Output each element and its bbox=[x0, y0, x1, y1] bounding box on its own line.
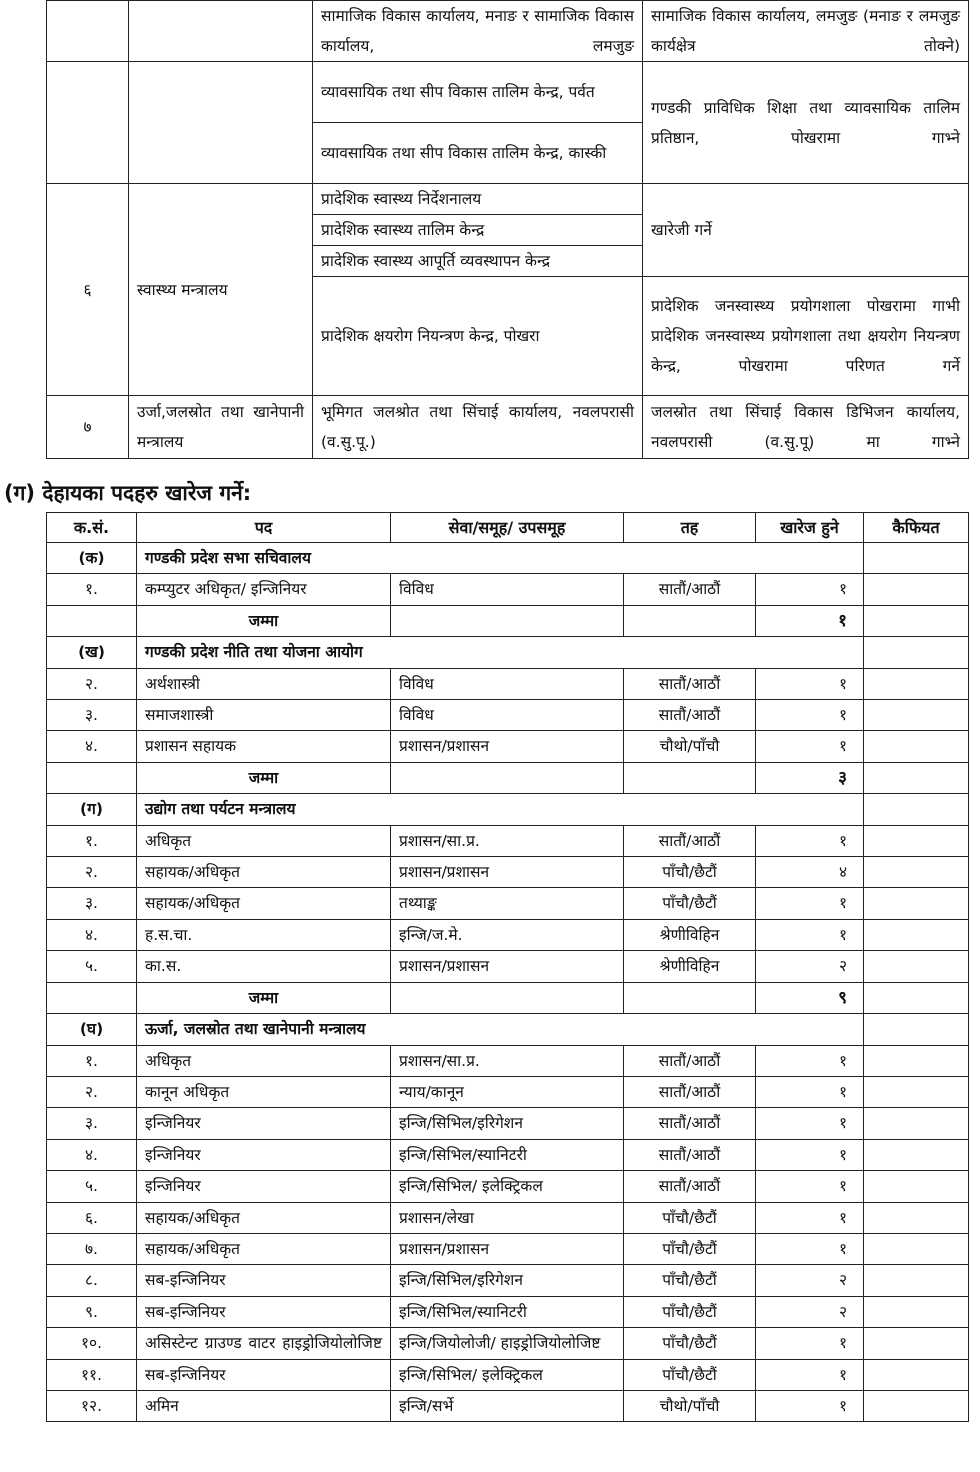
post-cell: अधिकृत bbox=[137, 825, 391, 856]
table-row bbox=[47, 1171, 969, 1202]
level-cell: सातौं/आठौं bbox=[624, 1171, 756, 1202]
post-cell: कम्प्युटर अधिकृत/ इन्जिनियर bbox=[137, 574, 391, 605]
group-row bbox=[47, 794, 969, 825]
level-cell: श्रेणीविहिन bbox=[624, 919, 756, 950]
remarks-cell bbox=[864, 857, 969, 888]
sn-cell: १. bbox=[47, 825, 137, 856]
post-cell: इन्जिनियर bbox=[137, 1171, 391, 1202]
section-heading: (ग) देहायका पदहरु खारेज गर्ने: bbox=[4, 481, 252, 505]
group-code: (ग) bbox=[47, 794, 137, 825]
service-cell bbox=[391, 762, 624, 793]
office-cell: प्रादेशिक स्वास्थ्य आपूर्ति व्यवस्थापन केन्द्र bbox=[313, 246, 643, 277]
remarks-cell bbox=[864, 794, 969, 825]
table-row bbox=[47, 919, 969, 950]
post-cell: अधिकृत bbox=[137, 1045, 391, 1076]
remarks-cell bbox=[864, 700, 969, 731]
col-header: कैफियत bbox=[864, 513, 969, 543]
group-row bbox=[47, 1014, 969, 1045]
service-cell: प्रशासन/प्रशासन bbox=[391, 857, 624, 888]
table-row bbox=[47, 396, 969, 459]
col-header: सेवा/समूह/ उपसमूह bbox=[391, 513, 624, 543]
count-cell: १ bbox=[756, 1233, 864, 1264]
post-cell: कानून अधिकृत bbox=[137, 1076, 391, 1107]
level-cell: सातौं/आठौं bbox=[624, 1045, 756, 1076]
count-cell: ४ bbox=[756, 857, 864, 888]
office-cell: प्रादेशिक क्षयरोग नियन्त्रण केन्द्र, पोखरा bbox=[313, 277, 643, 396]
group-code: (क) bbox=[47, 543, 137, 574]
sn-cell: १०. bbox=[47, 1328, 137, 1359]
total-count: १ bbox=[756, 605, 864, 636]
table-row bbox=[47, 1045, 969, 1076]
count-cell: १ bbox=[756, 888, 864, 919]
table-row bbox=[47, 574, 969, 605]
level-cell: श्रेणीविहिन bbox=[624, 951, 756, 982]
remarks-cell bbox=[864, 574, 969, 605]
count-cell: १ bbox=[756, 700, 864, 731]
remarks-cell bbox=[864, 1108, 969, 1139]
table-row bbox=[47, 700, 969, 731]
remarks-cell bbox=[864, 982, 969, 1013]
service-cell: इन्जि/सिभिल/ इलेक्ट्रिकल bbox=[391, 1171, 624, 1202]
col-header: क.सं. bbox=[47, 513, 137, 543]
count-cell: १ bbox=[756, 731, 864, 762]
table-row bbox=[47, 1233, 969, 1264]
level-cell bbox=[624, 982, 756, 1013]
sn-cell: ४. bbox=[47, 1139, 137, 1170]
table-row bbox=[47, 1202, 969, 1233]
sn-cell: ७ bbox=[47, 396, 129, 459]
total-count: ३ bbox=[756, 762, 864, 793]
service-cell: प्रशासन/प्रशासन bbox=[391, 1233, 624, 1264]
level-cell: चौथो/पाँचौ bbox=[624, 731, 756, 762]
service-cell: इन्जि/ज.मे. bbox=[391, 919, 624, 950]
group-code: (घ) bbox=[47, 1014, 137, 1045]
ministry-cell: स्वास्थ्य मन्त्रालय bbox=[129, 184, 313, 396]
service-cell: प्रशासन/प्रशासन bbox=[391, 951, 624, 982]
remarks-cell bbox=[864, 668, 969, 699]
count-cell: १ bbox=[756, 1045, 864, 1076]
post-cell: अमिन bbox=[137, 1390, 391, 1421]
count-cell: १ bbox=[756, 1390, 864, 1421]
service-cell bbox=[391, 982, 624, 1013]
table-row bbox=[47, 184, 969, 215]
remarks-cell bbox=[864, 1359, 969, 1390]
remarks-cell bbox=[864, 1139, 969, 1170]
service-cell: तथ्याङ्क bbox=[391, 888, 624, 919]
post-cell: ह.स.चा. bbox=[137, 919, 391, 950]
sn-cell: ७. bbox=[47, 1233, 137, 1264]
sn-cell: १. bbox=[47, 1045, 137, 1076]
post-cell: सब-इन्जिनियर bbox=[137, 1359, 391, 1390]
table-row bbox=[47, 1076, 969, 1107]
decision-cell: खारेजी गर्ने bbox=[643, 184, 969, 277]
post-cell: इन्जिनियर bbox=[137, 1108, 391, 1139]
post-cell: का.स. bbox=[137, 951, 391, 982]
group-row bbox=[47, 637, 969, 668]
table-row bbox=[47, 1359, 969, 1390]
level-cell: पाँचौ/छैटौं bbox=[624, 1328, 756, 1359]
level-cell bbox=[624, 605, 756, 636]
table-row bbox=[47, 888, 969, 919]
office-cell: व्यावसायिक तथा सीप विकास तालिम केन्द्र, पर्वत bbox=[313, 62, 643, 123]
sn-cell: २. bbox=[47, 1076, 137, 1107]
count-cell: १ bbox=[756, 919, 864, 950]
remarks-cell bbox=[864, 1265, 969, 1296]
remarks-cell bbox=[864, 1171, 969, 1202]
level-cell: चौथो/पाँचौ bbox=[624, 1390, 756, 1421]
remarks-cell bbox=[864, 731, 969, 762]
level-cell: सातौं/आठौं bbox=[624, 825, 756, 856]
remarks-cell bbox=[864, 951, 969, 982]
group-name: गण्डकी प्रदेश सभा सचिवालय bbox=[137, 543, 864, 574]
post-cell: सहायक/अधिकृत bbox=[137, 1233, 391, 1264]
total-row bbox=[47, 982, 969, 1013]
sn-cell: १. bbox=[47, 574, 137, 605]
total-row bbox=[47, 762, 969, 793]
office-cell: प्रादेशिक स्वास्थ्य निर्देशनालय bbox=[313, 184, 643, 215]
group-name: उद्योग तथा पर्यटन मन्त्रालय bbox=[137, 794, 864, 825]
sn-cell: ३. bbox=[47, 700, 137, 731]
level-cell: पाँचौ/छैटौं bbox=[624, 1202, 756, 1233]
sn-cell: १२. bbox=[47, 1390, 137, 1421]
count-cell: १ bbox=[756, 668, 864, 699]
count-cell: १ bbox=[756, 1171, 864, 1202]
level-cell: पाँचौ/छैटौं bbox=[624, 888, 756, 919]
total-count: ९ bbox=[756, 982, 864, 1013]
remarks-cell bbox=[864, 637, 969, 668]
table-row bbox=[47, 857, 969, 888]
remarks-cell bbox=[864, 762, 969, 793]
ministry-cell bbox=[129, 62, 313, 184]
level-cell: सातौं/आठौं bbox=[624, 1076, 756, 1107]
table-row bbox=[47, 951, 969, 982]
level-cell: पाँचौ/छैटौं bbox=[624, 1359, 756, 1390]
count-cell: २ bbox=[756, 951, 864, 982]
decision-cell: जलस्रोत तथा सिंचाई विकास डिभिजन कार्यालय, नवलपरासी (व.सु.पू) मा गाभ्ने bbox=[643, 396, 969, 459]
count-cell: १ bbox=[756, 1202, 864, 1233]
sn-cell: २. bbox=[47, 668, 137, 699]
count-cell: २ bbox=[756, 1296, 864, 1327]
remarks-cell bbox=[864, 1045, 969, 1076]
post-cell: सहायक/अधिकृत bbox=[137, 857, 391, 888]
remarks-cell bbox=[864, 1390, 969, 1421]
table-row bbox=[47, 731, 969, 762]
table-row bbox=[47, 1296, 969, 1327]
total-label: जम्मा bbox=[137, 982, 391, 1013]
sn-cell bbox=[47, 605, 137, 636]
remarks-cell bbox=[864, 605, 969, 636]
service-cell bbox=[391, 605, 624, 636]
total-label: जम्मा bbox=[137, 762, 391, 793]
post-cell: प्रशासन सहायक bbox=[137, 731, 391, 762]
sn-cell: ३. bbox=[47, 1108, 137, 1139]
level-cell: सातौं/आठौं bbox=[624, 700, 756, 731]
level-cell: पाँचौ/छैटौं bbox=[624, 1233, 756, 1264]
post-cell: सहायक/अधिकृत bbox=[137, 888, 391, 919]
decision-cell: गण्डकी प्राविधिक शिक्षा तथा व्यावसायिक तालिम प्रतिष्ठान, पोखरामा गाभ्ने bbox=[643, 62, 969, 184]
post-cell: इन्जिनियर bbox=[137, 1139, 391, 1170]
post-cell: अर्थशास्त्री bbox=[137, 668, 391, 699]
remarks-cell bbox=[864, 1328, 969, 1359]
sn-cell: ३. bbox=[47, 888, 137, 919]
sn-cell: ११. bbox=[47, 1359, 137, 1390]
table-row bbox=[47, 1108, 969, 1139]
service-cell: प्रशासन/सा.प्र. bbox=[391, 1045, 624, 1076]
table-row bbox=[47, 825, 969, 856]
level-cell: सातौं/आठौं bbox=[624, 668, 756, 699]
col-header: तह bbox=[624, 513, 756, 543]
service-cell: इन्जि/जियोलोजी/ हाइड्रोजियोलोजिष्ट bbox=[391, 1328, 624, 1359]
service-cell: प्रशासन/सा.प्र. bbox=[391, 825, 624, 856]
merge-table bbox=[46, 0, 969, 459]
table-row bbox=[47, 1, 969, 62]
remarks-cell bbox=[864, 1202, 969, 1233]
service-cell: इन्जि/सिभिल/स्यानिटरी bbox=[391, 1139, 624, 1170]
group-code: (ख) bbox=[47, 637, 137, 668]
level-cell: पाँचौ/छैटौं bbox=[624, 1265, 756, 1296]
post-cell: सब-इन्जिनियर bbox=[137, 1265, 391, 1296]
total-label: जम्मा bbox=[137, 605, 391, 636]
decision-cell: प्रादेशिक जनस्वास्थ्य प्रयोगशाला पोखरामा गाभी प्रादेशिक जनस्वास्थ्य प्रयोगशाला तथा क्षयरोग नियन्त्रण केन्द्र, पोखरामा परिणत गर्ने bbox=[643, 277, 969, 396]
group-name: ऊर्जा, जलस्रोत तथा खानेपानी मन्त्रालय bbox=[137, 1014, 864, 1045]
post-cell: समाजशास्त्री bbox=[137, 700, 391, 731]
sn-cell: ४. bbox=[47, 731, 137, 762]
table-row bbox=[47, 1139, 969, 1170]
count-cell: १ bbox=[756, 1328, 864, 1359]
table-row bbox=[47, 668, 969, 699]
total-row bbox=[47, 605, 969, 636]
sn-cell: ६. bbox=[47, 1202, 137, 1233]
header-row bbox=[47, 513, 969, 543]
sn-cell: ५. bbox=[47, 951, 137, 982]
sn-cell: ९. bbox=[47, 1296, 137, 1327]
sn-cell: ४. bbox=[47, 919, 137, 950]
sn-cell bbox=[47, 62, 129, 184]
service-cell: इन्जि/सिभिल/ इलेक्ट्रिकल bbox=[391, 1359, 624, 1390]
table-row bbox=[47, 1390, 969, 1421]
count-cell: १ bbox=[756, 1359, 864, 1390]
sn-cell bbox=[47, 982, 137, 1013]
count-cell: २ bbox=[756, 1265, 864, 1296]
service-cell: विविध bbox=[391, 574, 624, 605]
remarks-cell bbox=[864, 919, 969, 950]
col-header: खारेज हुने bbox=[756, 513, 864, 543]
table-row bbox=[47, 1328, 969, 1359]
group-row bbox=[47, 543, 969, 574]
group-name: गण्डकी प्रदेश नीति तथा योजना आयोग bbox=[137, 637, 864, 668]
table-row bbox=[47, 62, 969, 123]
remarks-cell bbox=[864, 1014, 969, 1045]
remarks-cell bbox=[864, 543, 969, 574]
office-cell: व्यावसायिक तथा सीप विकास तालिम केन्द्र, कास्की bbox=[313, 123, 643, 184]
remarks-cell bbox=[864, 1296, 969, 1327]
sn-cell bbox=[47, 762, 137, 793]
service-cell: न्याय/कानून bbox=[391, 1076, 624, 1107]
sn-cell: ५. bbox=[47, 1171, 137, 1202]
level-cell: सातौं/आठौं bbox=[624, 574, 756, 605]
office-cell: भूमिगत जलश्रोत तथा सिंचाई कार्यालय, नवलपरासी (व.सु.पू.) bbox=[313, 396, 643, 459]
count-cell: १ bbox=[756, 825, 864, 856]
count-cell: १ bbox=[756, 1108, 864, 1139]
level-cell: पाँचौ/छैटौं bbox=[624, 857, 756, 888]
service-cell: इन्जि/सिभिल/इरिगेशन bbox=[391, 1265, 624, 1296]
level-cell bbox=[624, 762, 756, 793]
abolished-posts-table bbox=[46, 512, 969, 1422]
remarks-cell bbox=[864, 1076, 969, 1107]
post-cell: सब-इन्जिनियर bbox=[137, 1296, 391, 1327]
ministry-cell: उर्जा,जलस्रोत तथा खानेपानी मन्त्रालय bbox=[129, 396, 313, 459]
level-cell: सातौं/आठौं bbox=[624, 1108, 756, 1139]
decision-cell: सामाजिक विकास कार्यालय, लमजुङ (मनाङ र लमजुङ कार्यक्षेत्र तोक्ने) bbox=[643, 1, 969, 62]
sn-cell: २. bbox=[47, 857, 137, 888]
remarks-cell bbox=[864, 1233, 969, 1264]
col-header: पद bbox=[137, 513, 391, 543]
service-cell: इन्जि/सिभिल/इरिगेशन bbox=[391, 1108, 624, 1139]
level-cell: पाँचौ/छैटौं bbox=[624, 1296, 756, 1327]
post-cell: असिस्टेन्ट ग्राउण्ड वाटर हाइड्रोजियोलोजिष्ट bbox=[137, 1328, 391, 1359]
sn-cell bbox=[47, 1, 129, 62]
sn-cell: ६ bbox=[47, 184, 129, 396]
count-cell: १ bbox=[756, 574, 864, 605]
service-cell: इन्जि/सर्भे bbox=[391, 1390, 624, 1421]
service-cell: प्रशासन/लेखा bbox=[391, 1202, 624, 1233]
remarks-cell bbox=[864, 888, 969, 919]
service-cell: विविध bbox=[391, 700, 624, 731]
level-cell: सातौं/आठौं bbox=[624, 1139, 756, 1170]
service-cell: विविध bbox=[391, 668, 624, 699]
table-body bbox=[47, 543, 969, 1422]
remarks-cell bbox=[864, 825, 969, 856]
sn-cell: ८. bbox=[47, 1265, 137, 1296]
table-row bbox=[47, 1265, 969, 1296]
count-cell: १ bbox=[756, 1076, 864, 1107]
count-cell: १ bbox=[756, 1139, 864, 1170]
post-cell: सहायक/अधिकृत bbox=[137, 1202, 391, 1233]
ministry-cell bbox=[129, 1, 313, 62]
service-cell: इन्जि/सिभिल/स्यानिटरी bbox=[391, 1296, 624, 1327]
service-cell: प्रशासन/प्रशासन bbox=[391, 731, 624, 762]
office-cell: प्रादेशिक स्वास्थ्य तालिम केन्द्र bbox=[313, 215, 643, 246]
office-cell: सामाजिक विकास कार्यालय, मनाङ र सामाजिक विकास कार्यालय, लमजुङ bbox=[313, 1, 643, 62]
